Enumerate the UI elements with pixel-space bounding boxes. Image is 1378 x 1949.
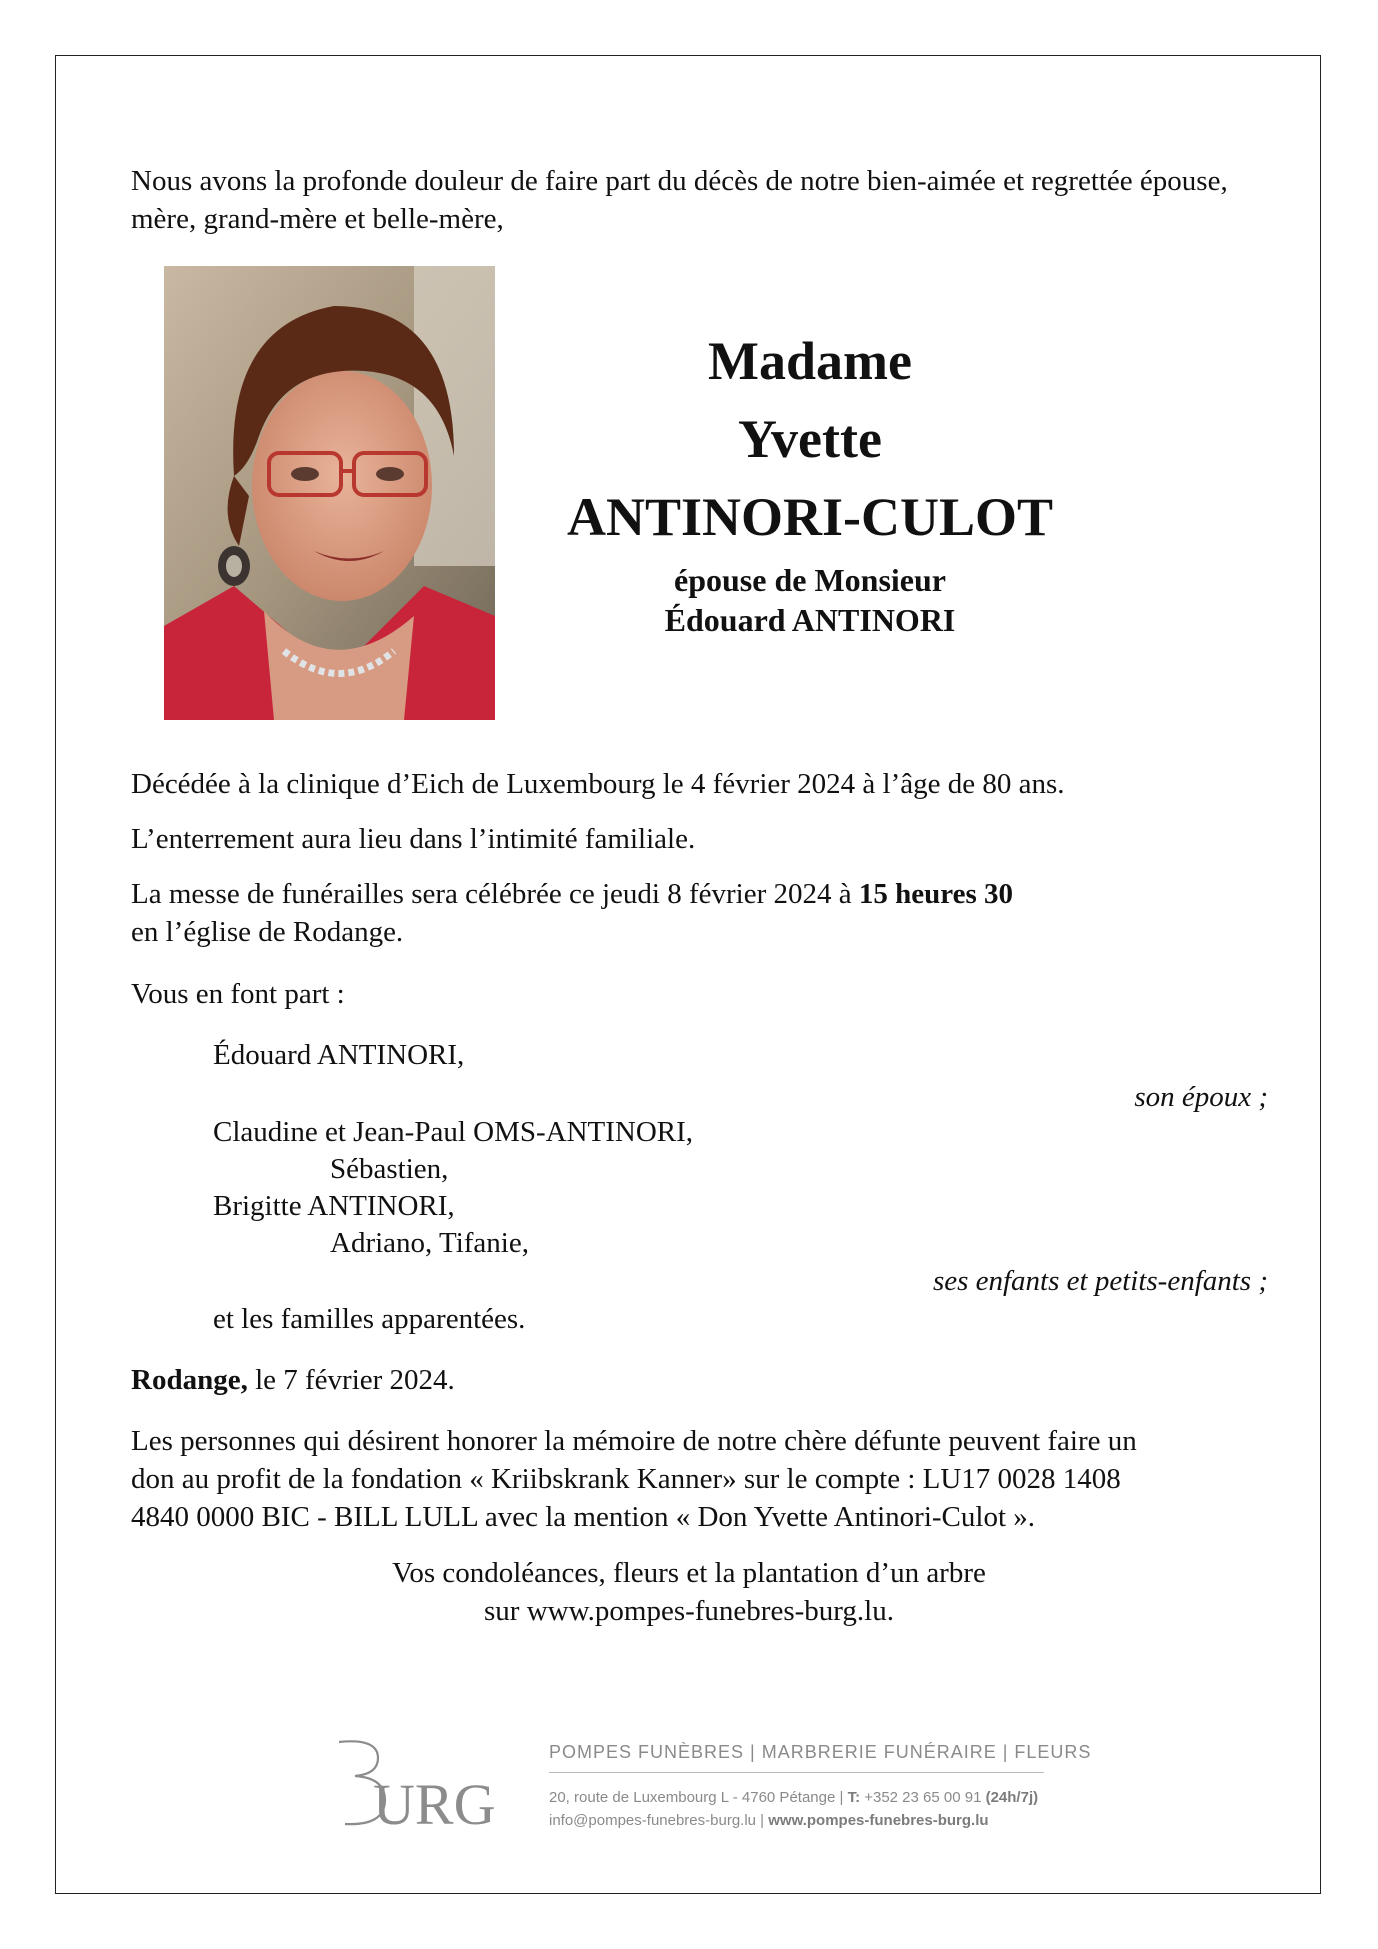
footer-divider [549, 1772, 1044, 1773]
mass-text: La messe de funérailles sera célébrée ce jeudi 8 février 2024 à [131, 878, 859, 910]
mass-location: en l’église de Rodange. [131, 916, 404, 948]
mass-notice [131, 875, 1271, 951]
children-role: ses enfants et petits-enfants ; [932, 1265, 1268, 1297]
condolences-line-2: sur www.pompes-funebres-burg.lu. [484, 1595, 894, 1627]
footer-address: 20, route de Luxembourg L - 4760 Pétange | [549, 1789, 848, 1806]
grandchild-entry-2: Adriano, Tifanie, [330, 1227, 529, 1259]
grandchild-entry-1: Sébastien, [330, 1153, 449, 1185]
burg-logo [333, 1736, 508, 1831]
footer-phone: +352 23 65 00 91 [860, 1789, 986, 1806]
place: Rodange, [131, 1364, 248, 1396]
date: le 7 février 2024. [247, 1364, 455, 1396]
child-entry-1: Claudine et Jean-Paul OMS-ANTINORI, [213, 1116, 694, 1148]
place-date [131, 1361, 1271, 1399]
child-entry-2: Brigitte ANTINORI, [213, 1190, 455, 1222]
spouse-role: son époux ; [1134, 1081, 1268, 1113]
footer-web-line [549, 1812, 989, 1829]
footer-phone-label: T: [847, 1789, 861, 1806]
death-notice: Décédée à la clinique d’Eich de Luxembourg le 4 février 2024 à l’âge de 80 ans. [131, 768, 1065, 800]
honorific: Madame [708, 331, 912, 391]
footer-contact-line [549, 1789, 1038, 1806]
intro-text: Nous avons la profonde douleur de faire part du décès de notre bien-aimée et regrettée épouse, mère, grand-mère et belle-mère, [131, 165, 1228, 235]
spouse-entry: Édouard ANTINORI, [213, 1039, 465, 1071]
last-name: ANTINORI-CULOT [566, 487, 1054, 547]
donation-text [131, 1422, 1271, 1536]
deceased-photo [164, 266, 495, 720]
burial-notice: L’enterrement aura lieu dans l’intimité familiale. [131, 823, 696, 855]
condolences-line-1: Vos condoléances, fleurs et la plantation d’un arbre [392, 1557, 986, 1589]
footer-website[interactable]: www.pompes-funebres-burg.lu [768, 1812, 989, 1829]
first-name: Yvette [738, 409, 882, 469]
deceased-name-block [560, 322, 1060, 640]
donation-line-3: 4840 0000 BIC - BILL LULL avec la mention « Don Yvette Antinori-Culot ». [131, 1501, 1035, 1533]
announce-text: Vous en font part : [131, 978, 345, 1010]
spouse-intro: épouse de Monsieur [674, 562, 946, 598]
donation-line-1: Les personnes qui désirent honorer la mémoire de notre chère défunte peuvent faire un [131, 1425, 1137, 1457]
other-family: et les familles apparentées. [213, 1303, 526, 1335]
footer-hours: (24h/7j) [985, 1789, 1039, 1806]
spouse-name: Édouard ANTINORI [664, 602, 956, 638]
footer-services: POMPES FUNÈBRES | MARBRERIE FUNÉRAIRE | FLEURS [549, 1742, 1092, 1762]
footer-email: info@pompes-funebres-burg.lu | [549, 1812, 769, 1829]
logo-text: URG [373, 1772, 496, 1831]
donation-line-2: don au profit de la fondation « Kriibskrank Kanner» sur le compte : LU17 0028 1408 [131, 1463, 1121, 1495]
mass-time: 15 heures 30 [858, 878, 1013, 910]
